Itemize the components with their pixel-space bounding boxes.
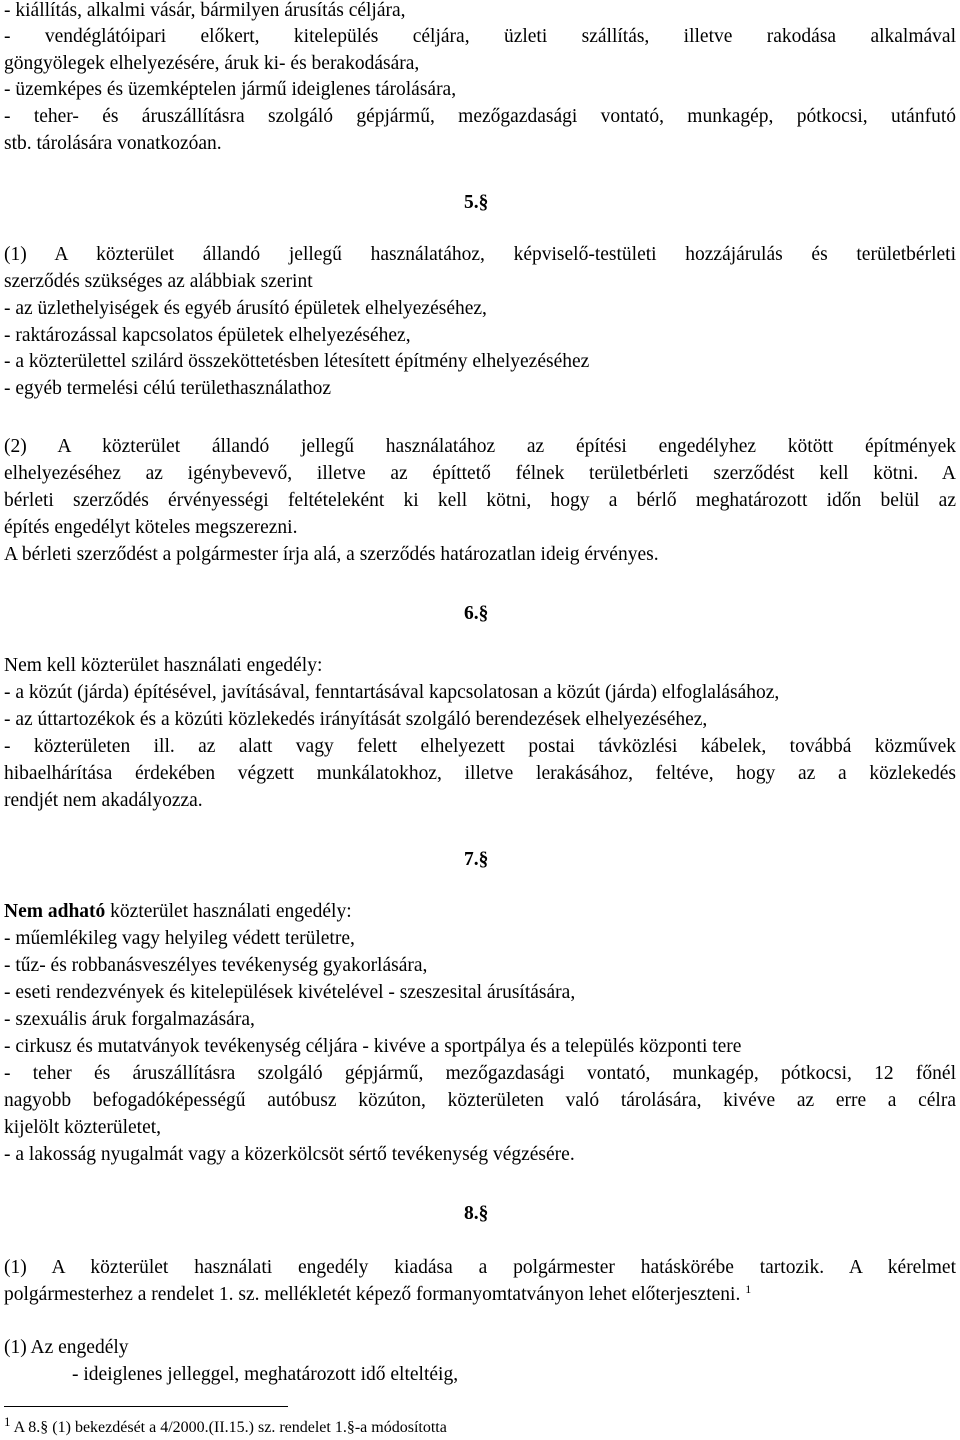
section-heading-8: 8.§ bbox=[464, 1203, 489, 1224]
section-heading-5: 5.§ bbox=[464, 192, 489, 213]
list-item: - közterületen ill. az alatt vagy felett elhelyezett postai távközlési kábelek, továbbá közművek bbox=[4, 736, 956, 757]
text-line: - üzemképes és üzemképtelen jármű ideiglenes tárolására, bbox=[4, 79, 457, 100]
intro-rest: közterület használati engedély: bbox=[105, 901, 352, 922]
text-line-content: polgármesterhez a rendelet 1. sz. mellékletét képező formanyomtatványon lehet előterjeszteni. bbox=[4, 1284, 741, 1305]
text-line: (1) A közterület használati engedély kiadása a polgármester hatáskörébe tartozik. A kérelmet bbox=[4, 1257, 956, 1278]
text-line: szerződés szükséges az alábbiak szerint bbox=[4, 271, 313, 292]
footnote-text: A 8.§ (1) bekezdését a 4/2000.(II.15.) sz. rendelet 1.§-a módosította bbox=[10, 1419, 447, 1436]
bold-phrase: Nem adható bbox=[4, 901, 106, 922]
list-item: - eseti rendezvények és kitelepülések kivételével - szeszesital árusítására, bbox=[4, 982, 576, 1003]
list-item: - az üzlethelyiségek és egyéb árusító épületek elhelyezéséhez, bbox=[4, 298, 487, 319]
list-item: - a lakosság nyugalmát vagy a közerkölcsöt sértő tevékenység végzésére. bbox=[4, 1144, 575, 1165]
text-line: - vendéglátóipari előkert, kitelepülés céljára, üzleti szállítás, illetve rakodása alkalmával bbox=[4, 26, 956, 47]
footnote-marker: 1 bbox=[4, 1414, 11, 1429]
text-line: göngyölegek elhelyezésére, áruk ki- és berakodására, bbox=[4, 53, 420, 74]
text-line: elhelyezéséhez az igénybevevő, illetve az építtető félnek területbérleti szerződést kell kötni. A bbox=[4, 463, 956, 484]
text-line bbox=[4, 1284, 751, 1306]
text-line: (2) A közterület állandó jellegű használatához az építési engedélyhez kötött építmények bbox=[4, 436, 956, 457]
footnote bbox=[4, 1414, 447, 1437]
list-item: - cirkusz és mutatványok tevékenység céljára - kivéve a sportpálya és a település központi tere bbox=[4, 1036, 742, 1057]
text-line: nagyobb befogadóképességű autóbusz közúton, közterületen való tárolására, kivéve az erre a célra bbox=[4, 1090, 956, 1111]
list-item: - műemlékileg vagy helyileg védett területre, bbox=[4, 928, 355, 949]
list-item: - ideiglenes jelleggel, meghatározott idő elteltéig, bbox=[72, 1364, 459, 1385]
text-line: stb. tárolására vonatkozóan. bbox=[4, 133, 222, 154]
text-line: A bérleti szerződést a polgármester írja alá, a szerződés határozatlan ideig érvényes. bbox=[4, 544, 659, 565]
text-line: rendjét nem akadályozza. bbox=[4, 790, 203, 811]
list-item: - teher és áruszállításra szolgáló gépjármű, mezőgazdasági vontató, munkagép, pótkocsi, 12 főnél bbox=[4, 1063, 956, 1084]
text-line bbox=[4, 901, 352, 923]
list-item: - a közterülettel szilárd összeköttetésben létesített építmény elhelyezéséhez bbox=[4, 351, 590, 372]
section-heading-6: 6.§ bbox=[464, 603, 489, 624]
footnote-reference[interactable]: 1 bbox=[745, 1282, 752, 1296]
list-item: - raktározással kapcsolatos épületek elhelyezéséhez, bbox=[4, 325, 411, 346]
section-heading-7: 7.§ bbox=[464, 849, 489, 870]
text-line: építés engedélyt köteles megszerezni. bbox=[4, 517, 298, 538]
text-line: bérleti szerződés érvényességi feltételeként ki kell kötni, hogy a bérlő meghatározott időn belül az bbox=[4, 490, 956, 511]
text-line: hibaelhárítása érdekében végzett munkálatokhoz, illetve lerakásához, feltéve, hogy az a közlekedés bbox=[4, 763, 956, 784]
list-item: - tűz- és robbanásveszélyes tevékenység gyakorlására, bbox=[4, 955, 428, 976]
list-item: - a közút (járda) építésével, javításával, fenntartásával kapcsolatosan a közút (járda) elfoglalásához, bbox=[4, 682, 780, 703]
text-line: - teher- és áruszállításra szolgáló gépjármű, mezőgazdasági vontató, munkagép, pótkocsi, utánfutó bbox=[4, 106, 956, 127]
footnote-divider bbox=[4, 1406, 288, 1407]
text-line: (1) A közterület állandó jellegű használatához, képviselő-testületi hozzájárulás és területbérleti bbox=[4, 244, 956, 265]
list-item: - az úttartozékok és a közúti közlekedés irányítását szolgáló berendezések elhelyezéséhez, bbox=[4, 709, 708, 730]
list-item: - egyéb termelési célú területhasználathoz bbox=[4, 378, 332, 399]
text-line: - kiállítás, alkalmi vásár, bármilyen árusítás céljára, bbox=[4, 0, 406, 21]
text-line: (1) Az engedély bbox=[4, 1337, 129, 1358]
list-item: - szexuális áruk forgalmazására, bbox=[4, 1009, 255, 1030]
text-line: kijelölt közterületet, bbox=[4, 1117, 162, 1138]
text-line: Nem kell közterület használati engedély: bbox=[4, 655, 323, 676]
